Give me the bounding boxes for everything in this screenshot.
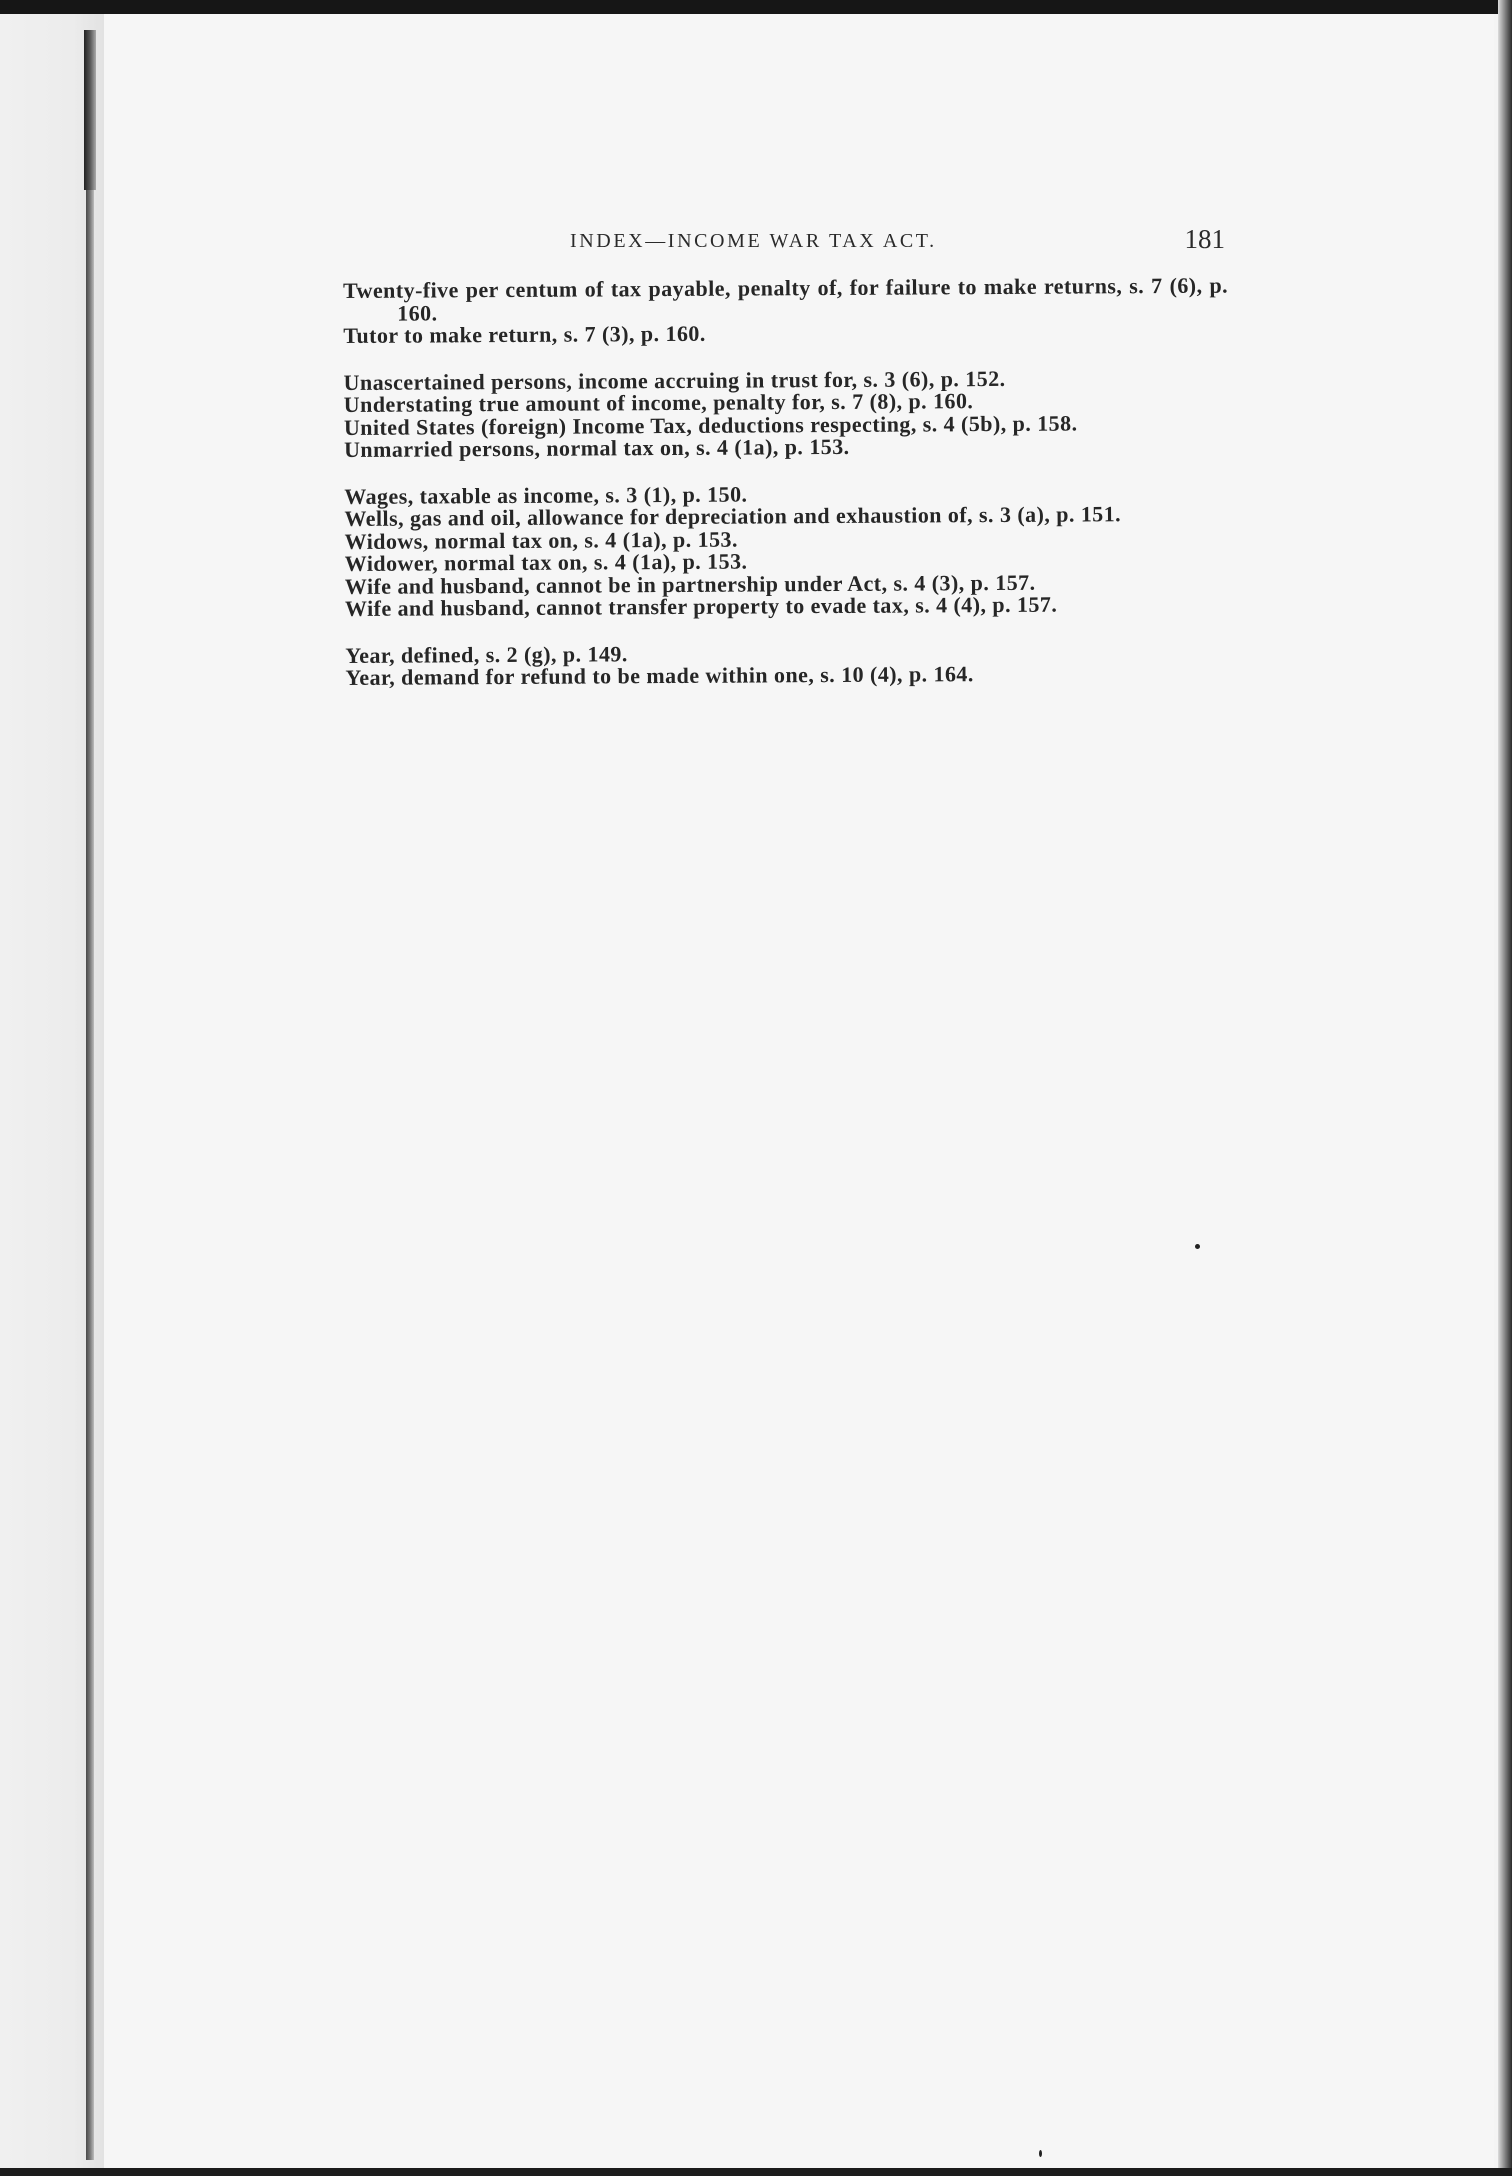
index-entry: Understating true amount of income, penalty for, s. 7 (8), p. 160. [343,388,974,417]
index-entries [342,272,1230,690]
book-gutter [86,30,94,2160]
index-entry: Wife and husband, cannot transfer property to evade tax, s. 4 (4), p. 157. [344,591,1058,621]
ink-speck [1039,2150,1042,2157]
running-head: INDEX—INCOME WAR TAX ACT. [570,230,937,252]
index-entry: Unmarried persons, normal tax on, s. 4 (1a), p. 153. [343,433,850,462]
book-gutter-shadow [84,30,96,190]
index-entry: Unascertained persons, income accruing in trust for, s. 3 (6), p. 152. [343,365,1006,395]
index-entry: Wells, gas and oil, allowance for depreciation and exhaustion of, s. 3 (a), p. 151. [344,501,1122,531]
index-entry: Year, defined, s. 2 (g), p. 149. [345,640,628,668]
index-entry: Widower, normal tax on, s. 4 (1a), p. 153. [344,548,748,576]
index-entry: United States (foreign) Income Tax, deductions respecting, s. 4 (5b), p. 158. [343,410,1078,440]
index-entry: Wages, taxable as income, s. 3 (1), p. 150. [344,481,748,509]
scan-bottom-edge [0,2168,1512,2176]
index-entry: Wife and husband, cannot be in partnership under Act, s. 4 (3), p. 157. [344,569,1036,599]
scan-top-edge [0,0,1512,14]
index-entry: Widows, normal tax on, s. 4 (1a), p. 153. [344,526,738,554]
page-header [340,224,1225,264]
index-entry: Twenty-five per centum of tax payable, penalty of, for failure to make returns, s. 7 (6), p. 160. [342,272,1229,326]
index-entry: Tutor to make return, s. 7 (3), p. 160. [343,320,706,348]
scan-right-edge [1498,0,1512,2176]
page-number: 181 [1184,224,1225,254]
ink-speck [1195,1244,1200,1249]
index-entry: Year, demand for refund to be made within one, s. 10 (4), p. 164. [345,661,974,690]
